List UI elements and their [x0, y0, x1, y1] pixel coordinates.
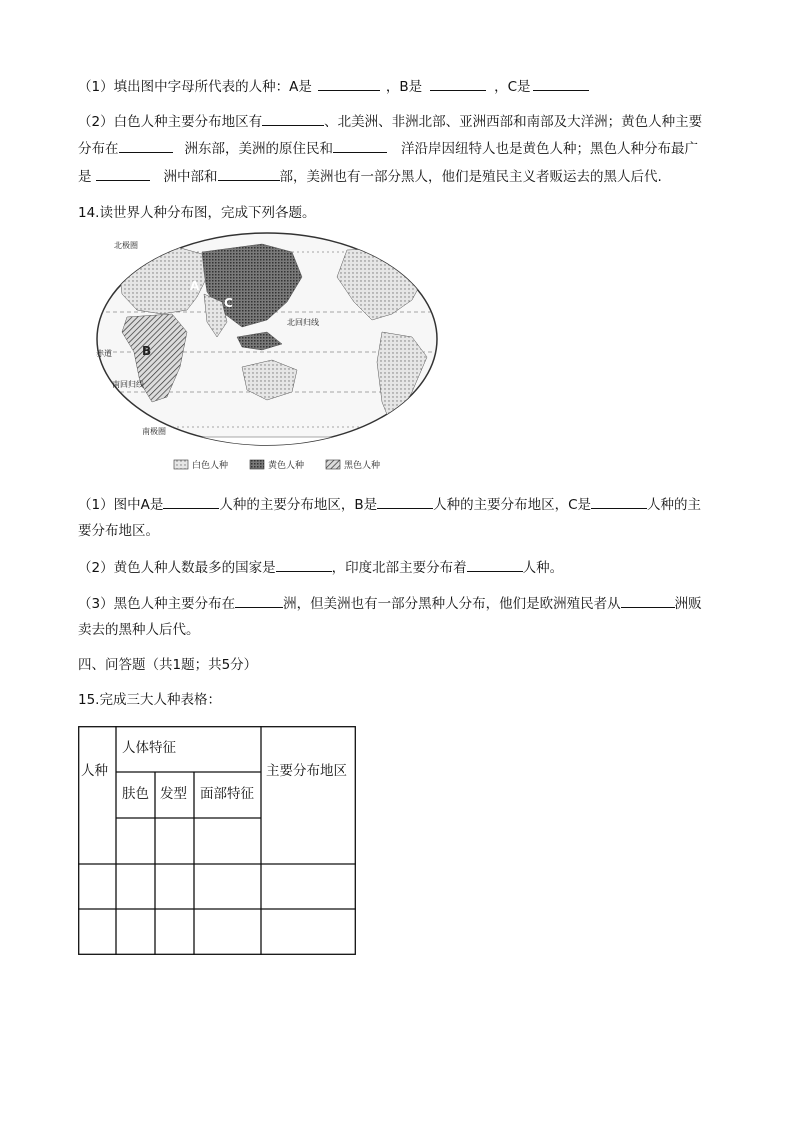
q14-part3-line1: （3）黑色人种主要分布在 洲，但美洲也有一部分黑种人分布，他们是欧洲殖民者从 洲贩: [78, 593, 702, 614]
answer-blank[interactable]: [430, 76, 486, 91]
section-heading: 四、问答题（共1题；共5分）: [78, 657, 258, 673]
answer-blank[interactable]: [591, 494, 647, 509]
world-race-map: [92, 232, 442, 480]
answer-blank[interactable]: [621, 593, 675, 608]
q14-part1-line1: （1）图中A是 人种的主要分布地区，B是 人种的主要分布地区，C是 人种的主: [78, 494, 701, 515]
answer-blank[interactable]: [276, 557, 332, 572]
answer-blank[interactable]: [333, 138, 387, 153]
q13-part1: （1）填出图中字母所代表的人种：A是 ，B是 ，C是: [78, 76, 589, 97]
table-header-features: 人体特征: [122, 740, 176, 756]
q15-title: 15.完成三大人种表格：: [78, 692, 221, 708]
table-header-region: 主要分布地区: [266, 763, 347, 779]
answer-blank[interactable]: [467, 557, 523, 572]
table-header-race: 人种: [81, 763, 108, 779]
answer-blank[interactable]: [218, 166, 280, 181]
q14-title: 14.读世界人种分布图，完成下列各题。: [78, 205, 316, 221]
label-arctic-circle: 北极圈: [114, 241, 138, 250]
label-tropic-south: 南回归线: [112, 380, 144, 389]
q13-part2-line3: 是 洲中部和 部，美洲也有一部分黑人，他们是殖民主义者贩运去的黑人后代.: [78, 166, 662, 187]
table-header-hair: 发型: [160, 786, 187, 802]
label-a: A: [190, 279, 200, 293]
antarctica-region: [112, 437, 422, 480]
answer-blank[interactable]: [163, 494, 219, 509]
legend-label-black: 黑色人种: [344, 461, 381, 471]
table-header-skin: 肤色: [122, 786, 149, 802]
answer-blank[interactable]: [377, 494, 433, 509]
table-header-face: 面部特征: [200, 786, 254, 802]
label-c: C: [224, 296, 233, 310]
label-equator: 赤道: [96, 349, 112, 358]
legend-swatch-black: [326, 460, 340, 469]
q14-part2: （2）黄色人种人数最多的国家是 ，印度北部主要分布着 人种。: [78, 557, 563, 578]
answer-blank[interactable]: [262, 111, 324, 126]
label-tropic-north: 北回归线: [287, 318, 319, 327]
legend-swatch-white: [174, 460, 188, 469]
answer-blank[interactable]: [235, 593, 283, 608]
q14-part1-line2: 要分布地区。: [78, 523, 159, 539]
label-b: B: [142, 344, 152, 358]
label-antarctic-circle: 南极圈: [142, 427, 166, 436]
legend-label-yellow: 黄色人种: [268, 461, 305, 471]
answer-blank[interactable]: [533, 76, 589, 91]
q13-part2-line1: （2）白色人种主要分布地区有 、北美洲、非洲北部、亚洲西部和南部及大洋洲；黄色人种主要: [78, 111, 702, 132]
legend-label-white: 白色人种: [192, 461, 229, 471]
answer-blank[interactable]: [318, 76, 380, 91]
legend-swatch-yellow: [250, 460, 264, 469]
answer-blank[interactable]: [119, 138, 173, 153]
q14-part3-line2: 卖去的黑种人后代。: [78, 622, 200, 638]
answer-blank[interactable]: [96, 166, 150, 181]
q13-part2-line2: 分布在 洲东部，美洲的原住民和 洋沿岸因纽特人也是黄色人种；黑色人种分布最广: [78, 138, 698, 159]
